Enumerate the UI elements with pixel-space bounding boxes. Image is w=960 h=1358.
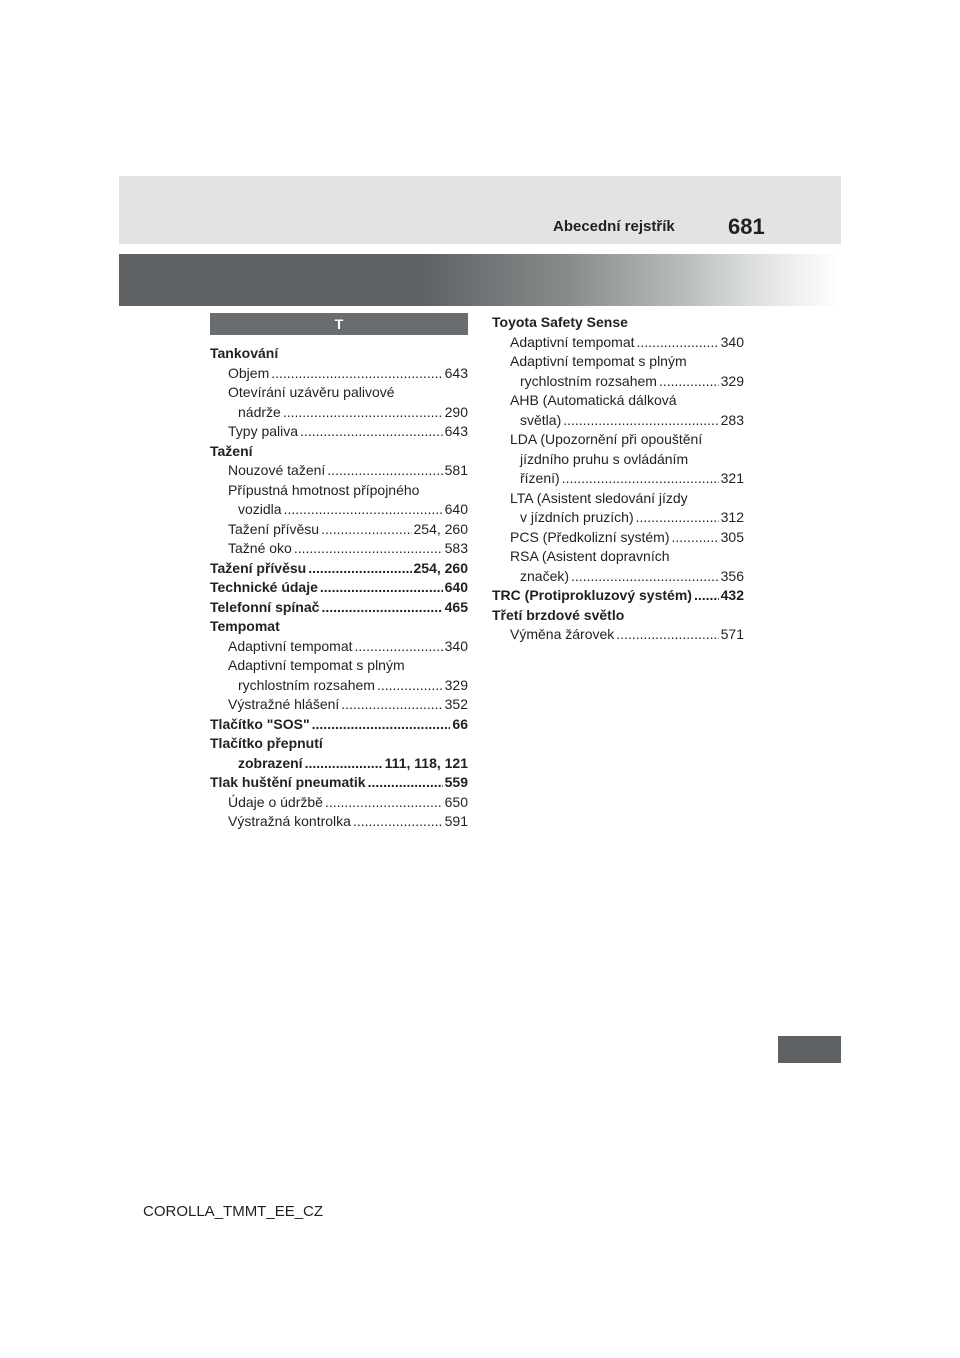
leader-dots	[320, 578, 443, 598]
index-entry	[210, 812, 468, 832]
entry-pages: 640	[444, 579, 468, 595]
entry-label: řízení)	[520, 470, 560, 486]
leader-dots	[636, 508, 719, 528]
entry-label: Výstražná kontrolka	[228, 813, 351, 829]
entry-label: Technické údaje	[210, 579, 318, 595]
entry-label: zobrazení	[238, 754, 303, 771]
entry-pages: 640	[444, 501, 468, 517]
page-number: 681	[728, 214, 765, 239]
index-entry	[210, 500, 468, 520]
entry-pages: 559	[444, 774, 468, 790]
index-entries-left	[210, 344, 468, 832]
entry-label: Telefonní spínač	[210, 598, 320, 615]
entry-pages: 340	[720, 333, 744, 350]
leader-dots	[637, 333, 719, 353]
leader-dots	[571, 567, 719, 587]
section-title: Abecední rejstřík	[553, 218, 675, 235]
index-entry-line: AHB (Automatická dálková	[510, 392, 677, 408]
entry-label: TRC (Protiprokluzový systém)	[492, 587, 692, 603]
entry-label: rychlostním rozsahem	[520, 372, 657, 389]
index-entry-line: RSA (Asistent dopravních	[510, 548, 670, 564]
entry-label: Výměna žárovek	[510, 626, 615, 642]
index-entry-line: Adaptivní tempomat s plným	[510, 353, 687, 369]
leader-dots	[271, 364, 442, 384]
entry-pages: 352	[444, 696, 468, 712]
index-entry	[492, 469, 744, 489]
leader-dots	[321, 598, 442, 618]
letter-header: T	[210, 313, 468, 335]
leader-dots	[305, 754, 383, 774]
entry-pages: 111, 118, 121	[384, 754, 468, 771]
entry-label: Výstražné hlášení	[228, 696, 340, 712]
index-column-left	[210, 313, 468, 832]
entry-pages: 340	[444, 637, 468, 654]
entry-pages: 305	[720, 528, 744, 545]
index-entry	[210, 754, 468, 774]
index-entry-line: LTA (Asistent sledování jízdy	[510, 489, 688, 506]
index-entries-right	[492, 313, 744, 645]
entry-pages: 465	[444, 598, 468, 615]
entry-pages: 650	[444, 793, 468, 810]
entry-label: Tlak huštění pneumatik	[210, 774, 366, 790]
entry-label: Tažení přívěsu	[210, 559, 307, 576]
entry-label: Tlačítko "SOS"	[210, 715, 310, 732]
entry-pages: 66	[452, 715, 468, 732]
index-column-right	[492, 313, 744, 645]
index-entry-line: Adaptivní tempomat s plným	[228, 657, 405, 673]
leader-dots	[312, 715, 451, 735]
index-entry	[210, 461, 468, 481]
index-entry-line: Přípustná hmotnost přípojného	[228, 481, 420, 498]
side-tab-marker	[778, 1036, 841, 1063]
index-heading: Toyota Safety Sense	[492, 314, 628, 330]
index-entry	[210, 676, 468, 696]
leader-dots	[562, 469, 719, 489]
entry-pages: 583	[444, 540, 468, 556]
index-entry-line: Otevírání uzávěru palivové	[228, 384, 395, 400]
gradient-band	[119, 254, 841, 306]
index-heading: Tlačítko přepnutí	[210, 735, 323, 751]
index-entry	[210, 539, 468, 559]
entry-pages: 321	[720, 470, 744, 486]
leader-dots	[325, 793, 443, 813]
leader-dots	[300, 422, 443, 442]
leader-dots	[341, 695, 442, 715]
leader-dots	[283, 403, 443, 423]
index-entry	[210, 715, 468, 735]
entry-pages: 329	[720, 372, 744, 389]
entry-label: Objem	[228, 364, 270, 381]
index-entry	[210, 364, 468, 384]
entry-pages: 356	[720, 567, 744, 584]
entry-label: vozidla	[238, 501, 282, 517]
index-entry-line: jízdního pruhu s ovládáním	[520, 450, 689, 467]
index-entry	[492, 333, 744, 353]
index-entry	[210, 598, 468, 618]
entry-pages: 254, 260	[413, 520, 468, 537]
entry-label: světla)	[520, 411, 562, 428]
leader-dots	[284, 500, 443, 520]
leader-dots	[353, 812, 443, 832]
entry-pages: 312	[720, 509, 744, 525]
entry-pages: 329	[444, 676, 468, 693]
entry-label: nádrže	[238, 403, 281, 420]
entry-label: Údaje o údržbě	[228, 793, 323, 810]
entry-label: Adaptivní tempomat	[510, 333, 635, 350]
index-heading: Tempomat	[210, 618, 280, 634]
index-entry-line: LDA (Upozornění při opouštění	[510, 431, 703, 447]
index-entry	[210, 559, 468, 579]
leader-dots	[355, 637, 443, 657]
index-entry	[492, 372, 744, 392]
index-heading: Tankování	[210, 345, 279, 361]
entry-pages: 643	[444, 364, 468, 381]
entry-label: značek)	[520, 567, 570, 584]
footer-code: COROLLA_TMMT_EE_CZ	[143, 1203, 324, 1220]
index-entry	[210, 422, 468, 442]
index-entry	[210, 637, 468, 657]
index-entry	[210, 695, 468, 715]
entry-pages: 591	[444, 813, 468, 829]
index-heading: Tažení	[210, 442, 253, 459]
entry-label: Tažení přívěsu	[228, 520, 320, 537]
index-entry	[492, 567, 744, 587]
entry-pages: 581	[444, 462, 468, 478]
entry-label: Adaptivní tempomat	[228, 637, 353, 654]
entry-label: Nouzové tažení	[228, 462, 326, 478]
index-entry	[492, 508, 744, 528]
entry-label: v jízdních pruzích)	[520, 509, 634, 525]
entry-pages: 432	[720, 587, 744, 603]
leader-dots	[616, 625, 718, 645]
entry-pages: 643	[444, 423, 468, 439]
leader-dots	[327, 461, 442, 481]
index-entry	[210, 578, 468, 598]
leader-dots	[694, 586, 719, 606]
index-entry	[210, 773, 468, 793]
index-entry	[492, 625, 744, 645]
entry-label: Typy paliva	[228, 423, 299, 439]
leader-dots	[308, 559, 411, 579]
entry-pages: 283	[720, 411, 744, 428]
entry-label: Tažné oko	[228, 540, 292, 556]
index-heading: Třetí brzdové světlo	[492, 606, 625, 623]
leader-dots	[671, 528, 718, 548]
index-entry	[210, 403, 468, 423]
leader-dots	[563, 411, 718, 431]
entry-label: PCS (Předkolizní systém)	[510, 528, 670, 545]
index-entry	[210, 793, 468, 813]
index-entry	[492, 586, 744, 606]
leader-dots	[659, 372, 719, 392]
entry-pages: 571	[720, 626, 744, 642]
entry-pages: 290	[444, 403, 468, 420]
index-entry	[210, 520, 468, 540]
leader-dots	[377, 676, 443, 696]
entry-label: rychlostním rozsahem	[238, 676, 375, 693]
entry-pages: 254, 260	[413, 559, 468, 576]
leader-dots	[321, 520, 411, 540]
leader-dots	[294, 539, 443, 559]
leader-dots	[368, 773, 443, 793]
index-entry	[492, 528, 744, 548]
index-entry	[492, 411, 744, 431]
